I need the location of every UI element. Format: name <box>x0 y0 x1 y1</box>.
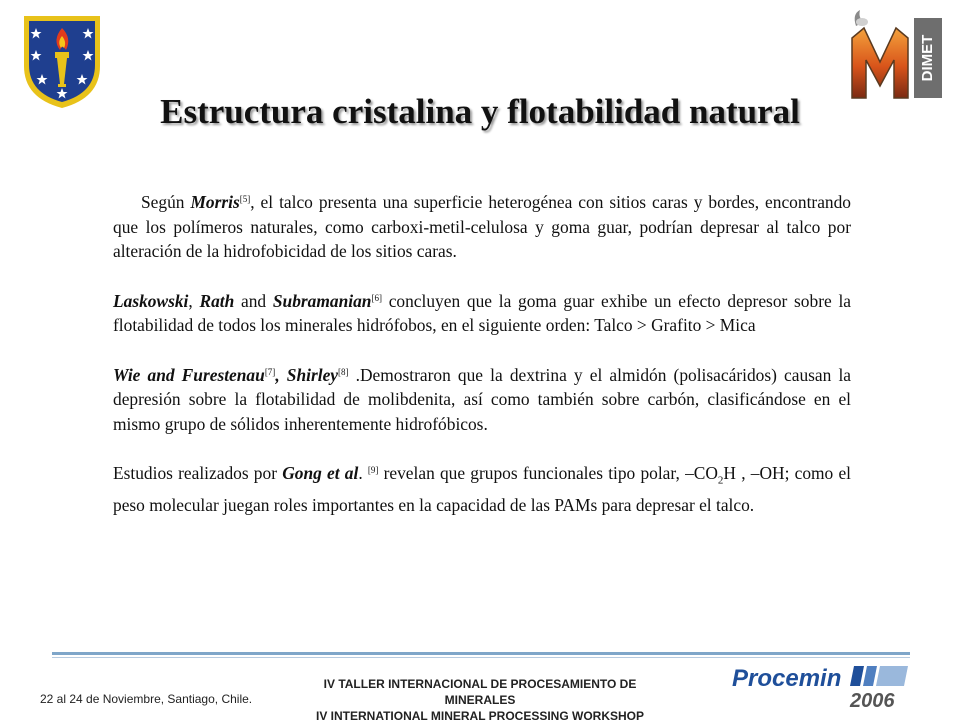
reference-5: [5] <box>239 194 251 204</box>
footer-event <box>300 676 660 724</box>
author-shirley: Shirley <box>286 364 339 385</box>
text-span: , el talco presenta una superficie heterogénea con sitios caras y bordes, encontrando que los polímeros naturales, como carboxi-metil-celulosa y goma guar, podrían depresar al talco por alteración de la hidrofobicidad de los sitios caras. <box>113 192 852 261</box>
body-text <box>113 190 851 542</box>
procemin-brand-text: Procemin <box>732 665 842 692</box>
text-span: . <box>358 463 368 483</box>
text-span: .Demostraron que la dextrina y el almidón (polisacáridos) causan la depresión sobre la flotabilidad de molibdenita, así como también sobre carbón, clasificándose en el mismo grupo de sólidos inherentemente hidrofóbicos. <box>113 364 852 434</box>
paragraph-gong <box>113 461 851 517</box>
text-span: , <box>735 463 751 483</box>
text-span: , <box>275 364 287 385</box>
text-span: and <box>234 290 273 311</box>
reference-6: [6] <box>371 292 382 303</box>
dimet-logo-text: DIMET <box>918 34 936 82</box>
reference-8: [8] <box>338 366 349 377</box>
author-subramanian: Subramanian <box>272 290 372 311</box>
author-laskowski: Laskowski <box>113 290 189 311</box>
footer-event-spanish: IV TALLER INTERNACIONAL DE PROCESAMIENTO DE MINERALES <box>323 677 637 707</box>
subscript: 2 <box>717 474 724 487</box>
text-span: ; como el peso molecular juegan roles importantes en la capacidad de las PAMs para depresar el talco. <box>113 463 852 515</box>
formula-oh: –OH <box>750 463 785 483</box>
reference-9: [9] <box>367 465 379 475</box>
text-span: –CO <box>685 463 718 483</box>
formula-co2h <box>685 463 736 487</box>
author-morris: Morris <box>190 192 240 212</box>
text-span: Estudios realizados por <box>113 463 283 483</box>
text-span: H <box>723 463 736 483</box>
page-title: Estructura cristalina y flotabilidad natural <box>160 92 800 131</box>
footer-date: 22 al 24 de Noviembre, Santiago, Chile. <box>40 692 253 706</box>
paragraph-morris <box>113 190 851 264</box>
text-span: revelan que grupos funcionales tipo polar, <box>378 463 686 483</box>
paragraph-laskowski <box>113 289 851 338</box>
paragraph-wie <box>113 363 851 437</box>
text-span: concluyen que la goma guar exhibe un efecto depresor sobre la flotabilidad de todos los minerales hidrófobos, en el siguiente orden: Talco > Grafito > Mica <box>113 290 851 335</box>
author-wie-furestenau: Wie and Furestenau <box>113 364 265 385</box>
author-rath: Rath <box>199 290 235 311</box>
procemin-logo <box>730 662 910 710</box>
reference-7: [7] <box>264 366 276 377</box>
footer-divider-thin <box>52 657 910 658</box>
dimet-logo <box>846 8 946 100</box>
text-span: , <box>188 290 200 311</box>
text-span: Según <box>141 192 191 212</box>
footer-divider <box>52 652 910 655</box>
footer-event-english: IV INTERNATIONAL MINERAL PROCESSING WORKSHOP <box>315 709 645 723</box>
procemin-year: 2006 <box>850 690 895 710</box>
author-gong: Gong et al <box>282 463 359 483</box>
